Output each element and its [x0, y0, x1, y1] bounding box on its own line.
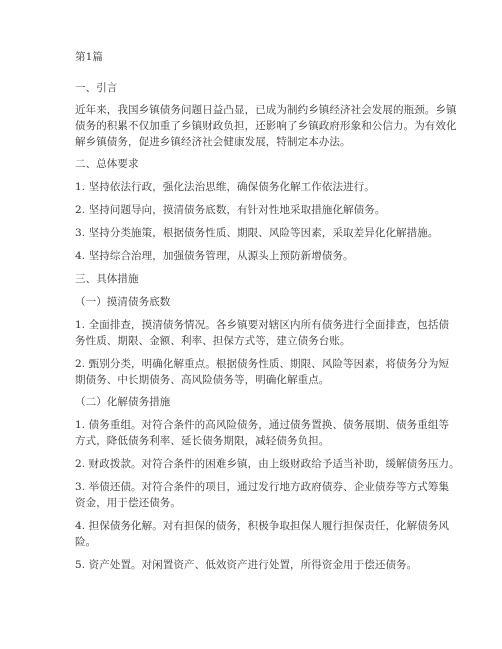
page-title: 第1篇 [75, 51, 103, 63]
subsection-heading-2: （二）化解债务措施 [75, 396, 171, 408]
sub2-line-3: 2. 财政拨款。对符合条件的困难乡镇，由上级财政给予适当补助，缓解债务压力。 [75, 458, 460, 470]
sub1-line-1: 1. 全面排查，摸清债务情况。各乡镇要对辖区内所有债务进行全面排查，包括债 [75, 319, 450, 331]
requirement-1: 1. 坚持依法行政，强化法治思维，确保债务化解工作依法进行。 [75, 181, 375, 193]
sub2-line-1: 1. 债务重组。对符合条件的高风险债务，通过债务置换、债务展期、债务重组等 [75, 419, 450, 431]
sub2-line-7: 险。 [75, 536, 97, 548]
sub2-line-8: 5. 资产处置。对闲置资产、低效资产进行处置，所得资金用于偿还债务。 [75, 559, 418, 571]
intro-line-1: 近年来，我国乡镇债务问题日益凸显，已成为制约乡镇经济社会发展的瓶颈。乡镇 [75, 104, 457, 116]
sub2-line-2: 方式，降低债务利率、延长债务期限，减轻债务负担。 [75, 435, 330, 447]
section-heading-requirements: 二、总体要求 [75, 158, 139, 170]
subsection-heading-1: （一）摸清债务底数 [75, 296, 171, 308]
sub1-line-2: 务性质、期限、金额、利率、担保方式等，建立债务台账。 [75, 335, 351, 347]
intro-line-2: 债务的积累不仅加重了乡镇财政负担，还影响了乡镇政府形象和公信力。为有效化 [75, 120, 457, 132]
sub2-line-4: 3. 举债还债。对符合条件的项目，通过发行地方政府债券、企业债券等方式筹集 [75, 481, 450, 493]
sub2-line-5: 资金，用于偿还债务。 [75, 497, 181, 509]
sub2-line-6: 4. 担保债务化解。对有担保的债务，积极争取担保人履行担保责任，化解债务风 [75, 520, 450, 532]
intro-line-3: 解乡镇债务，促进乡镇经济社会健康发展，特制定本办法。 [75, 136, 351, 148]
requirement-4: 4. 坚持综合治理，加强债务管理，从源头上预防新增债务。 [75, 250, 354, 262]
sub1-line-4: 期债务、中长期债务、高风险债务等，明确化解重点。 [75, 374, 330, 386]
requirement-3: 3. 坚持分类施策，根据债务性质、期限、风险等因素，采取差异化化解措施。 [75, 227, 439, 239]
section-heading-intro: 一、引言 [75, 82, 118, 94]
requirement-2: 2. 坚持问题导向，摸清债务底数，有针对性地采取措施化解债务。 [75, 204, 386, 216]
sub1-line-3: 2. 甄别分类，明确化解重点。根据债务性质、期限、风险等因素，将债务分为短 [75, 358, 450, 370]
section-heading-measures: 三、具体措施 [75, 273, 139, 285]
